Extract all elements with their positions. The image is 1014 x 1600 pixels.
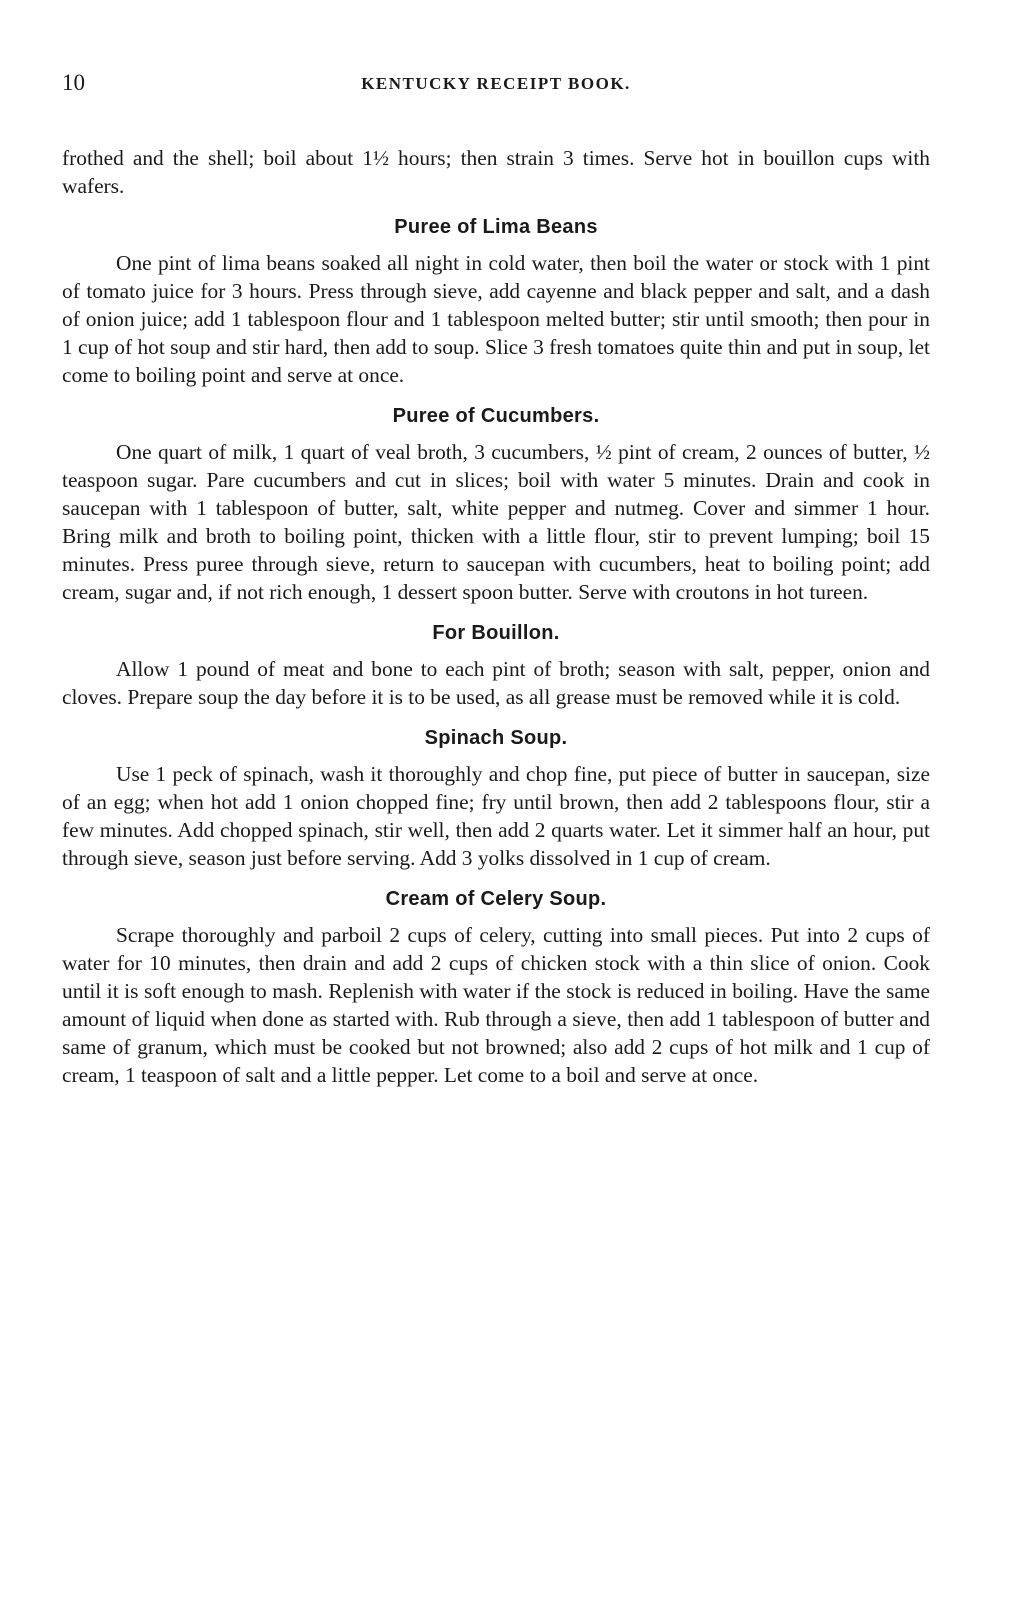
recipe-title: Puree of Lima Beans [394,216,598,238]
recipe-text: Scrape thoroughly and parboil 2 cups of celery, cutting into small pieces. Put into 2 cups of water for 10 minutes, then drain and add 2 cups of chicken stock with a thin slice of onion. Cook until it is soft enough to mash. Replenish with water if the stock is reduced in boiling. Have the same amount of liquid when done as started with. Rub through a sieve, then add 1 tablespoon of butter and same of granum, which must be cooked but not browned; also add 2 cups of hot milk and 1 cup of cream, 1 teaspoon of salt and a little pepper. Let come to a boil and serve at once. [62,923,930,1087]
recipe-text: One pint of lima beans soaked all night in cold water, then boil the water or stock with 1 pint of tomato juice for 3 hours. Press through sieve, add cayenne and black pepper and salt, and a dash of onion juice; add 1 tablespoon flour and 1 tablespoon melted butter; stir until smooth; then pour in 1 cup of hot soup and stir hard, then add to soup. Slice 3 fresh tomatoes quite thin and put in soup, let come to boiling point and serve at once. [62,251,930,387]
recipe-title: For Bouillon. [432,622,560,644]
recipe-text: Allow 1 pound of meat and bone to each pint of broth; season with salt, pepper, onion and cloves. Prepare soup the day before it is to be used, as all grease must be removed while it is cold. [62,657,930,709]
recipe-title: Cream of Celery Soup. [385,888,607,910]
running-title: KENTUCKY RECEIPT BOOK. [361,74,631,93]
recipe-title: Spinach Soup. [424,727,568,749]
recipe-text: Use 1 peck of spinach, wash it thoroughly and chop fine, put piece of butter in saucepan, size of an egg; when hot add 1 onion chopped fine; fry until brown, then add 2 tablespoons flour, stir a few minutes. Add chopped spinach, stir well, then add 2 quarts water. Let it simmer half an hour, put through sieve, season just before serving. Add 3 yolks dissolved in 1 cup of cream. [62,762,930,870]
page-number: 10 [62,70,85,95]
page-header [62,70,930,102]
page-content [62,144,930,1089]
recipe-text: One quart of milk, 1 quart of veal broth, 3 cucumbers, ½ pint of cream, 2 ounces of butter, ½ teaspoon sugar. Pare cucumbers and cut in slices; boil with water 5 minutes. Drain and cook in saucepan with 1 tablespoon of butter, salt, white pepper and nutmeg. Cover and simmer 1 hour. Bring milk and broth to boiling point, thicken with a little flour, stir to prevent lumping; boil 15 minutes. Press puree through sieve, return to saucepan with cucumbers, heat to boiling point; add cream, sugar and, if not rich enough, 1 dessert spoon butter. Serve with croutons in hot tureen. [62,440,930,604]
recipe-title: Puree of Cucumbers. [392,405,600,427]
intro-paragraph: frothed and the shell; boil about 1½ hours; then strain 3 times. Serve hot in bouillon cups with wafers. [62,146,930,198]
